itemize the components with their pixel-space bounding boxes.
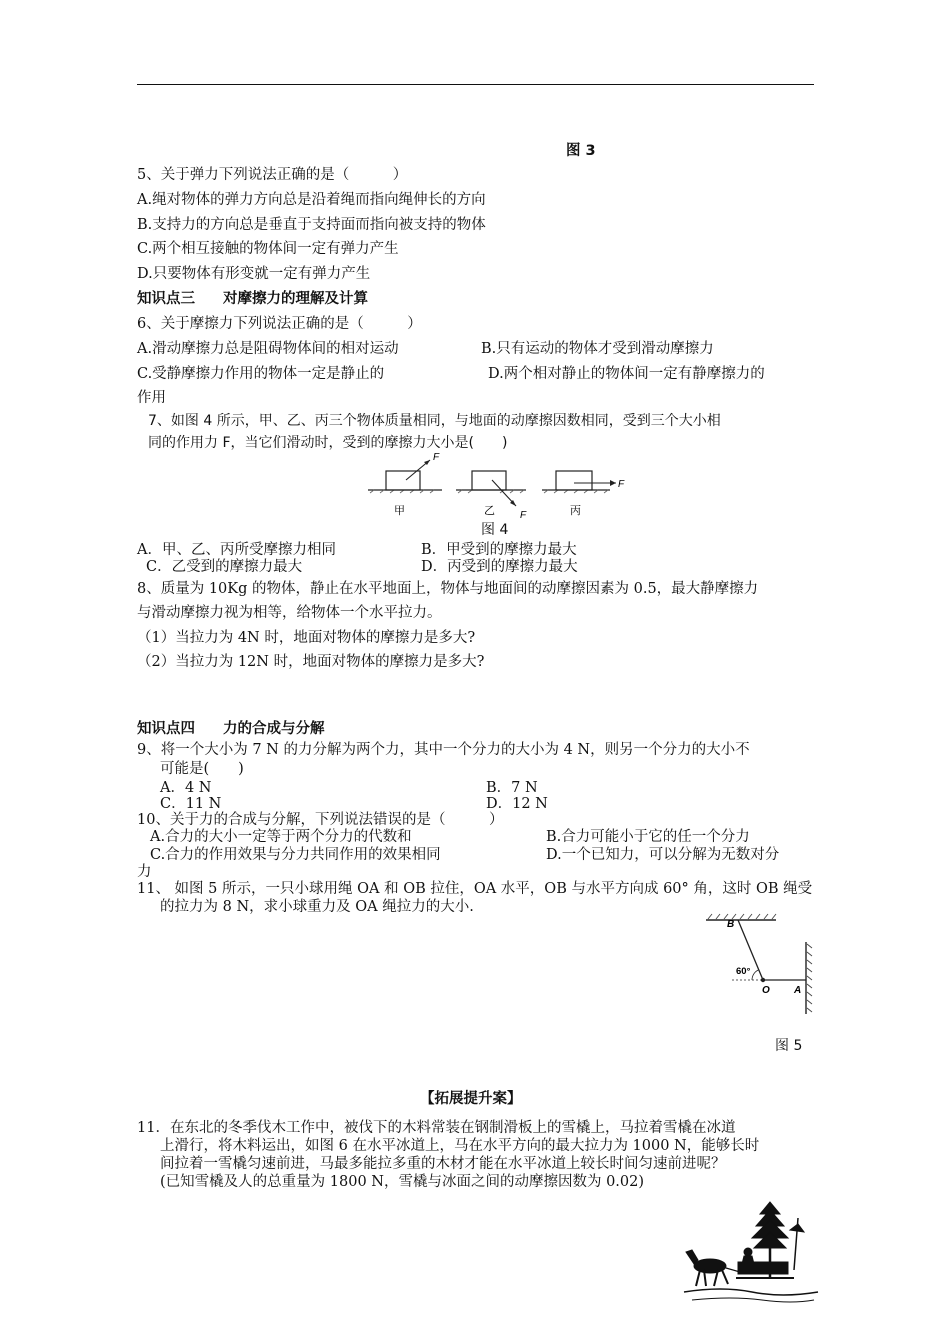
q7-option-d: D．丙受到的摩擦力最大 — [421, 559, 578, 575]
q10-option-a: A.合力的大小一定等于两个分力的代数和 — [150, 829, 412, 845]
q5-option-b: B.支持力的方向总是垂直于支持面而指向被支持的物体 — [137, 217, 486, 233]
figure-6-horse-sled-illustration — [682, 1200, 822, 1312]
q10-option-d: D.一个已知力，可以分解为无数对分 — [546, 847, 780, 863]
q8-line2: 与滑动摩擦力视为相等，给物体一个水平拉力。 — [137, 605, 442, 621]
fig4-label-yi: 乙 — [484, 505, 495, 517]
q5-option-c: C.两个相互接触的物体间一定有弹力产生 — [137, 241, 399, 257]
section3-heading — [137, 290, 368, 308]
fig4-force-label-2: F — [520, 510, 527, 521]
section3-label: 知识点三 — [137, 291, 195, 307]
fig5-label-angle: 60° — [736, 966, 751, 977]
q7-option-c: C．乙受到的摩擦力最大 — [146, 559, 303, 575]
q6-option-d-continued: 作用 — [137, 390, 166, 406]
figure-4 — [360, 448, 640, 524]
q12-line2: 上滑行，将木料运出，如图 6 在水平冰道上，马在水平方向的最大拉力为 1000 N，能够长时 — [160, 1138, 760, 1154]
extension-heading: 【拓展提升案】 — [420, 1091, 522, 1107]
q8-line1: 8、质量为 10Kg 的物体，静止在水平地面上，物体与地面间的动摩擦因素为 0.5，最大静摩擦力 — [137, 581, 759, 597]
q7-option-a: A．甲、乙、丙所受摩擦力相同 — [137, 542, 336, 558]
q10-option-b: B.合力可能小于它的任一个分力 — [546, 829, 750, 845]
q9-option-a: A．4 N — [160, 780, 212, 796]
q8-sub1: （1）当拉力为 4N 时，地面对物体的摩擦力是多大? — [137, 630, 476, 646]
fig4-force-label-3: F — [618, 479, 625, 490]
q10-stem: 10、关于力的合成与分解，下列说法错误的是（ ） — [137, 812, 504, 828]
q11-line1: 11、 如图 5 所示，一只小球用绳 OA 和 OB 拉住，OA 水平，OB 与水平方向成 60° 角，这时 OB 绳受 — [137, 881, 813, 897]
q9-option-c: C．11 N — [160, 796, 222, 812]
fig5-label-b: B — [727, 919, 735, 930]
q9-option-b: B．7 N — [486, 780, 538, 796]
q12-line1: 11．在东北的冬季伐木工作中，被伐下的木料常装在钢制滑板上的雪橇上，马拉着雪橇在冰道 — [137, 1120, 736, 1136]
q10-option-d-continued: 力 — [137, 864, 152, 880]
fig4-caption: 图 4 — [481, 522, 509, 538]
fig4-block-bing — [542, 471, 616, 493]
q5-stem: 5、关于弹力下列说法正确的是（ ） — [137, 167, 408, 183]
fig4-force-label-1: F — [433, 452, 440, 463]
fig5-label-a: A — [794, 985, 802, 996]
q7-line1: 7、如图 4 所示，甲、乙、丙三个物体质量相同，与地面的动摩擦因数相同，受到三个大小相 — [148, 413, 721, 429]
section4-title: 力的合成与分解 — [223, 721, 325, 737]
figure-5 — [700, 912, 816, 1016]
fig5-label-o: O — [762, 985, 770, 996]
q6-stem: 6、关于摩擦力下列说法正确的是（ ） — [137, 316, 422, 332]
fig4-label-bing: 丙 — [570, 505, 581, 517]
q7-line2: 同的作用力 F，当它们滑动时，受到的摩擦力大小是( ) — [148, 435, 508, 451]
header-rule — [137, 84, 814, 85]
q5-option-d: D.只要物体有形变就一定有弹力产生 — [137, 266, 371, 282]
section4-heading — [137, 720, 325, 738]
q9-line1: 9、将一个大小为 7 N 的力分解为两个力，其中一个分力的大小为 4 N，则另一个分力的大小不 — [137, 742, 750, 758]
q12-line4: (已知雪橇及人的总重量为 1800 N，雪橇与冰面之间的动摩擦因数为 0.02) — [160, 1174, 645, 1190]
q6-option-d: D.两个相对静止的物体间一定有静摩擦力的 — [488, 366, 765, 382]
q9-option-d: D．12 N — [486, 796, 548, 812]
fig3-caption: 图 3 — [566, 143, 596, 159]
q5-option-a: A.绳对物体的弹力方向总是沿着绳而指向绳伸长的方向 — [137, 192, 486, 208]
q9-line2: 可能是( ) — [160, 761, 244, 777]
q10-option-c: C.合力的作用效果与分力共同作用的效果相同 — [150, 847, 441, 863]
q6-option-b: B.只有运动的物体才受到滑动摩擦力 — [481, 341, 714, 357]
q8-sub2: （2）当拉力为 12N 时，地面对物体的摩擦力是多大? — [137, 654, 485, 670]
fig4-label-jia: 甲 — [394, 505, 405, 517]
q6-option-a: A.滑动摩擦力总是阻碍物体间的相对运动 — [137, 341, 399, 357]
fig5-caption: 图 5 — [775, 1038, 803, 1054]
section4-label: 知识点四 — [137, 721, 195, 737]
q12-line3: 间拉着一雪橇匀速前进，马最多能拉多重的木材才能在水平冰道上较长时间匀速前进呢？ — [160, 1156, 726, 1172]
fig4-block-yi — [456, 471, 526, 506]
fig4-block-jia — [368, 460, 442, 493]
q6-option-c: C.受静摩擦力作用的物体一定是静止的 — [137, 366, 385, 382]
q11-line2: 的拉力为 8 N，求小球重力及 OA 绳拉力的大小. — [160, 899, 474, 915]
section3-title: 对摩擦力的理解及计算 — [223, 291, 368, 307]
q7-option-b: B．甲受到的摩擦力最大 — [421, 542, 577, 558]
